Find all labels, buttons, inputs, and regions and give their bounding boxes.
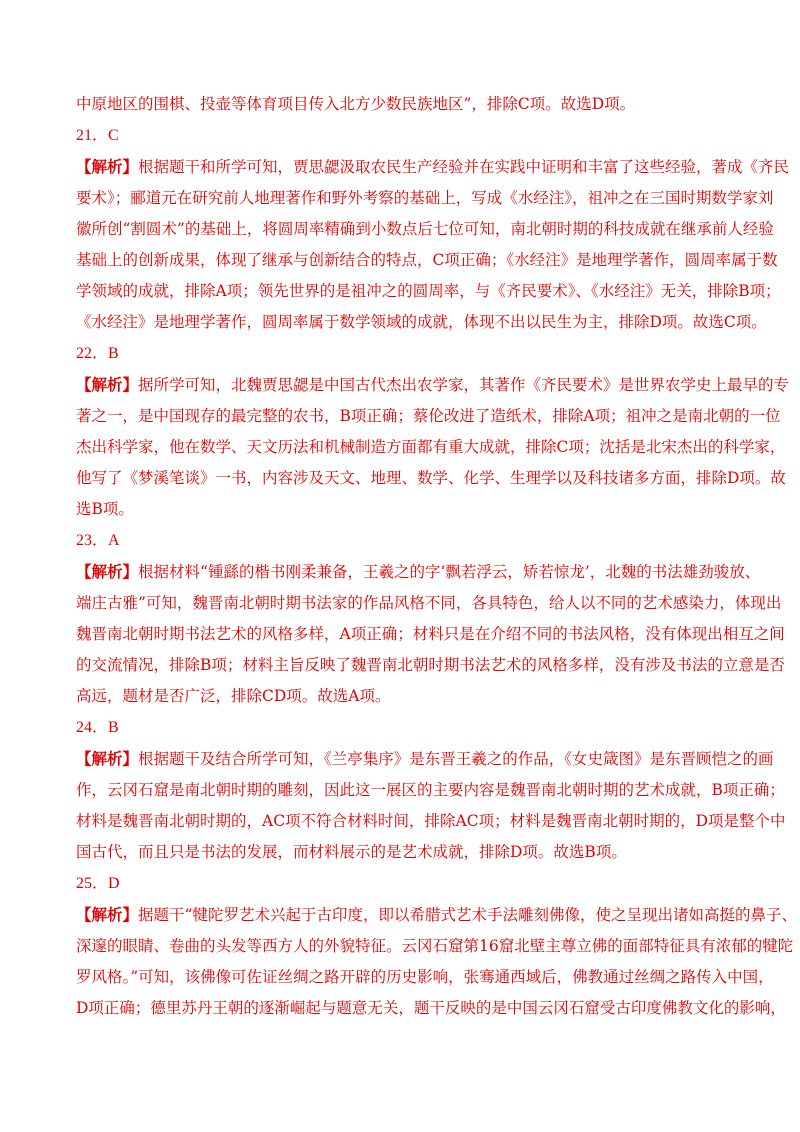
q24-line-2: 作，云冈石窟是南北朝时期的雕刻，因此这一展区的主要内容是魏晋南北朝时期的艺术成就，B项正确； (76, 781, 785, 799)
q23-line-4: 的交流情况，排除B项；材料主旨反映了魏晋南北朝时期书法艺术的风格多样，没有涉及书法的立意是否 (76, 656, 785, 674)
q24-analysis-tag: 【解析】 (76, 749, 139, 768)
q21-line-1 (76, 157, 790, 177)
q22-text: 据所学可知，北魏贾思勰是中国古代杰出农学家，其著作《齐民要术》是世界农学史上最早的专 (138, 376, 790, 394)
q21-number: 21．C (76, 127, 119, 144)
q23-line-5: 高远，题材是否广泛，排除CD项。故选A项。 (76, 687, 391, 705)
q25-line-1 (76, 905, 797, 925)
q22-line-3: 杰出科学家，他在数学、天文历法和机械制造方面都有重大成就，排除C项；沈括是北宋杰出的科学家， (76, 438, 786, 456)
q21-line-5: 学领域的成就，排除A项；领先世界的是祖冲之的圆周率，与《齐民要术》、《水经注》无关，排除B项； (76, 282, 781, 300)
q22-line-1 (76, 375, 790, 395)
q22-number: 22．B (76, 345, 119, 362)
q25-text: 据题干“犍陀罗艺术兴起于古印度，即以希腊式艺术手法雕刻佛像，使之呈现出诸如高挺的鼻子、 (138, 906, 797, 924)
q24-line-1 (76, 749, 774, 769)
q21-line-6: 《水经注》是地理学著作，圆周率属于数学领域的成就，体现不出以民生为主，排除D项。故选C项。 (76, 313, 767, 331)
q23-line-2: 端庄古雅”可知，魏晋南北朝时期书法家的作品风格不同，各具特色，给人以不同的艺术感染力，体现出 (76, 594, 782, 612)
q21-line-3: 徽所创“割圆术”的基础上，将圆周率精确到小数点后七位可知，南北朝时期的科技成就在继承前人经验 (76, 220, 774, 238)
q21-line-2: 要术》；郦道元在研究前人地理著作和野外考察的基础上，写成《水经注》，祖冲之在三国时期数学家刘 (76, 189, 774, 207)
q22-analysis-tag: 【解析】 (76, 375, 139, 394)
q23-line-3: 魏晋南北朝时期书法艺术的风格多样，A项正确；材料只是在介绍不同的书法风格，没有体现出相互之间 (76, 625, 785, 643)
q20-tail-text: 中原地区的围棋、投壶等体育项目传入北方少数民族地区”，排除C项。故选D项。 (76, 95, 636, 113)
q23-analysis-tag: 【解析】 (76, 562, 139, 581)
q25-line-4: D项正确；德里苏丹王朝的逐渐崛起与题意无关，题干反映的是中国云冈石窟受古印度佛教文化的影响， (76, 999, 786, 1017)
q21-text: 根据题干和所学可知，贾思勰汲取农民生产经验并在实践中证明和丰富了这些经验，著成《齐民 (138, 158, 790, 176)
q24-line-3: 材料是魏晋南北朝时期的，AC项不符合材料时间，排除AC项；材料是魏晋南北朝时期的，D项是整个中 (76, 812, 786, 830)
q21-line-4: 基础上的创新成果，体现了继承与创新结合的特点，C项正确；《水经注》是地理学著作，圆周率属于数 (76, 251, 778, 269)
q25-number: 25．D (76, 875, 120, 892)
q24-text: 根据题干及结合所学可知，《兰亭集序》是东晋王羲之的作品，《女史箴图》是东晋顾恺之的画 (138, 750, 774, 768)
q25-analysis-tag: 【解析】 (76, 905, 139, 924)
q25-line-3: 罗风格。”可知，该佛像可佐证丝绸之路开辟的历史影响，张骞通西域后，佛教通过丝绸之路传入中国， (76, 968, 774, 986)
q22-line-5: 选B项。 (76, 500, 134, 518)
q23-text: 根据材料“锺繇的楷书刚柔兼备，王羲之的字‘飘若浮云，矫若惊龙’，北魏的书法雄劲骏放、 (138, 563, 761, 581)
q24-line-4: 国古代，而且只是书法的发展，而材料展示的是艺术成就，排除D项。故选B项。 (76, 843, 627, 861)
q25-line-2: 深邃的眼睛、卷曲的头发等西方人的外貌特征。云冈石窟第16窟北壁主尊立佛的面部特征具有浓郁的犍陀 (76, 937, 794, 955)
q22-line-2: 著之一，是中国现存的最完整的农书，B项正确；蔡伦改进了造纸术，排除A项；祖冲之是南北朝的一位 (76, 407, 781, 425)
q24-number: 24．B (76, 719, 119, 736)
q21-analysis-tag: 【解析】 (76, 157, 139, 176)
q22-line-4: 他写了《梦溪笔谈》一书，内容涉及天文、地理、数学、化学、生理学以及科技诸多方面，排除D项。故 (76, 469, 786, 487)
q23-line-1 (76, 562, 761, 582)
q23-number: 23．A (76, 532, 120, 549)
